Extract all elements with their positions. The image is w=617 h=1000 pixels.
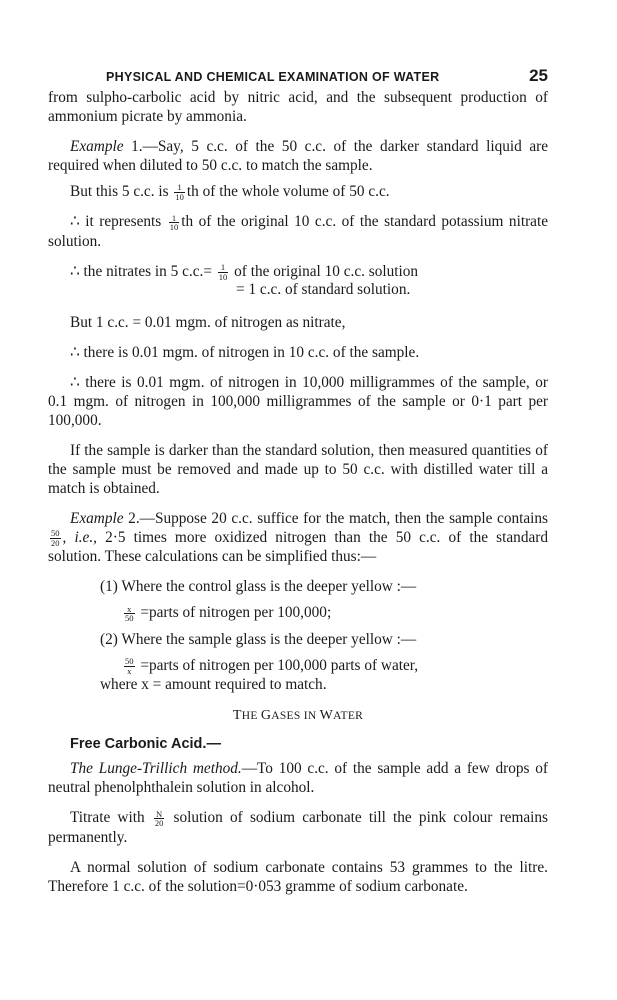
where-statement: where x = amount required to match. — [100, 676, 327, 694]
example-1-label: Example — [70, 138, 124, 155]
title-small-he: HE — [241, 710, 261, 723]
title-small-ases: ASES IN — [271, 710, 320, 723]
fraction-numerator: 1 — [169, 214, 180, 224]
section-title — [48, 708, 548, 724]
nitrates-line-2: = 1 c.c. of standard solution. — [236, 280, 411, 298]
formula-2 — [122, 656, 548, 675]
titrate-paragraph — [48, 808, 548, 846]
fraction-denominator: x — [127, 665, 132, 676]
page-header — [48, 62, 548, 88]
example-2-paragraph: Example 2.—Suppose 20 c.c. suffice for the match, then the sample contains $\frac{50}{20}$ , i.e., 2·5 times more oxidized nitrogen than the 50 c.c. of the standard solution. These calculations can be simplified thus:— — [48, 509, 549, 566]
title-cap-w: W — [319, 708, 334, 724]
fraction-denominator: 20 — [51, 537, 60, 548]
represents-statement-a: ∴ it represents — [70, 213, 162, 231]
fraction-denominator: 10 — [169, 222, 179, 233]
fraction-fifty-twentieths — [50, 529, 61, 547]
fraction-50-over-x — [124, 657, 135, 675]
fraction-one-tenth-2 — [169, 214, 180, 232]
ie-abbreviation: i.e., — [74, 528, 97, 546]
lunge-method-paragraph — [48, 759, 548, 797]
fraction-numerator: 50 — [125, 656, 134, 667]
nitrates-text-a: ∴ the nitrates in 5 c.c.= — [70, 262, 212, 280]
nitrates-calculation — [48, 262, 548, 302]
fraction-x-over-50 — [124, 605, 135, 623]
example-2-text-b: 2·5 times more oxidized nitrogen than the 50 c.c. of the standard solution. These calculations can be simplified thus:— — [48, 528, 549, 566]
page-number: 25 — [529, 66, 548, 85]
fraction-one-tenth-3 — [218, 263, 229, 281]
formula-2-text: =parts of nitrogen per 100,000 parts of water, — [140, 656, 419, 674]
fraction-statement-a: But this 5 c.c. is — [70, 183, 169, 200]
book-page — [48, 62, 548, 896]
list-item-1: (1) Where the control glass is the deeper yellow :— — [100, 578, 417, 596]
therefore-statement-2: ∴ there is 0.01 mgm. of nitrogen in 10,000 milligrammes of the sample, or 0.1 mgm. of nitrogen in 100,000 milligrammes of the sample or 0·1 part per 100,000. — [48, 373, 548, 429]
titrate-text-a: Titrate with — [70, 809, 145, 827]
fraction-numerator: 1 — [218, 263, 229, 273]
fraction-numerator: 1 — [174, 183, 185, 193]
darker-sample-paragraph: If the sample is darker than the standard solution, then measured quantities of the sample must be removed and made up to 50 c.c. with distilled water till a match is obtained. — [48, 441, 548, 497]
fraction-statement — [48, 182, 548, 201]
formula-1 — [122, 603, 548, 622]
fraction-statement-b: th of the whole volume of 50 c.c. — [186, 183, 390, 200]
title-small-ater: ATER — [333, 710, 364, 723]
therefore-statement-1: ∴ there is 0.01 mgm. of nitrogen in 10 c.c. of the sample. — [70, 343, 420, 361]
represents-statement-b: th of the original 10 c.c. of the standard potassium nitrate solution. — [48, 213, 548, 250]
normal-solution-paragraph: A normal solution of sodium carbonate contains 53 grammes to the litre. Therefore 1 c.c. of the solution=0·053 gramme of sodium carbonate. — [48, 858, 548, 895]
paragraph-continuation: from sulpho-carbolic acid by nitric acid, and the subsequent production of ammonium picrate by ammonia. — [48, 89, 548, 125]
fraction-numerator: x — [124, 605, 135, 615]
fraction-n-over-20 — [154, 810, 165, 828]
example-1-text: 1.—Say, 5 c.c. of the 50 c.c. of the darker standard liquid are required when diluted to 50 c.c. to match the sample. — [48, 138, 549, 174]
subsection-title: Free Carbonic Acid.— — [70, 736, 221, 753]
fraction-denominator: 50 — [125, 613, 134, 624]
method-name: The Lunge-Trillich method. — [70, 760, 242, 778]
conversion-statement: But 1 c.c. = 0.01 mgm. of nitrogen as nitrate, — [70, 313, 346, 331]
nitrates-line-1 — [70, 262, 418, 281]
fraction-numerator: N — [154, 810, 165, 820]
fraction-numerator: 50 — [51, 528, 60, 539]
example-2-text-a: 2.—Suppose 20 c.c. suffice for the match, then the sample contains — [128, 509, 549, 527]
fraction-one-tenth — [174, 183, 185, 201]
represents-statement — [48, 212, 548, 250]
titrate-text-b: solution of sodium carbonate till the pink colour remains permanently. — [48, 809, 549, 846]
fraction-denominator: 10 — [218, 271, 228, 282]
fraction-denominator: 10 — [175, 191, 184, 202]
list-item-2: (2) Where the sample glass is the deeper yellow :— — [100, 630, 417, 648]
running-title: PHYSICAL AND CHEMICAL EXAMINATION OF WATER — [106, 70, 440, 84]
title-cap-t: T — [232, 708, 242, 724]
method-text: —To 100 c.c. of the sample add a few drops of neutral phenolphthalein solution in alcohol. — [48, 760, 549, 797]
fraction-denominator: 20 — [154, 818, 164, 829]
example-2-label: Example — [70, 509, 124, 527]
nitrates-text-b: of the original 10 c.c. solution — [234, 262, 419, 280]
formula-1-text: =parts of nitrogen per 100,000; — [140, 604, 332, 622]
title-cap-g: G — [260, 708, 272, 724]
example-1-paragraph — [48, 137, 548, 175]
